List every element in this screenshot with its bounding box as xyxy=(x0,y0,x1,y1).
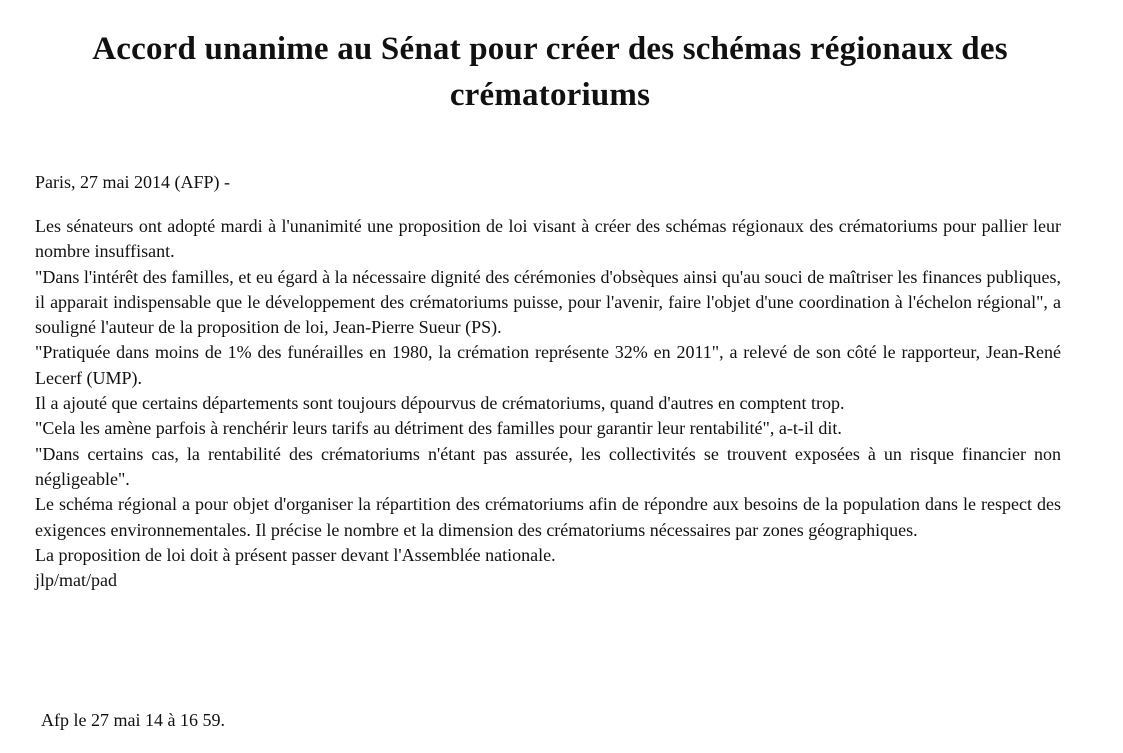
paragraph-tarifs: "Cela les amène parfois à renchérir leurs tarifs au détriment des familles pour garantir leur rentabilité", a-t-il dit. xyxy=(35,418,842,439)
paragraph-assemblee: La proposition de loi doit à présent passer devant l'Assemblée nationale. xyxy=(35,544,556,565)
article-title: Accord unanime au Sénat pour créer des schémas régionaux des crématoriums xyxy=(92,31,1008,113)
paragraph-risque: "Dans certains cas, la rentabilité des crématoriums n'étant pas assurée, les collectivités se trouvent exposées à un risque financier non négligeable". xyxy=(35,443,1061,489)
article-body xyxy=(35,214,1061,593)
paragraph-quote-sueur: "Dans l'intérêt des familles, et eu égard à la nécessaire dignité des cérémonies d'obsèques ainsi qu'au souci de maîtriser les finances publiques, il apparait indispensable que le développement des crématoriums puisse, pour l'avenir, faire l'objet d'une coordination à l'échelon régional", a souligné l'auteur de la proposition de loi, Jean-Pierre Sueur (PS). xyxy=(35,266,1061,338)
paragraph-intro: Les sénateurs ont adopté mardi à l'unanimité une proposition de loi visant à créer des schémas régionaux des crématoriums pour pallier leur nombre insuffisant. xyxy=(35,216,1061,262)
dateline: Paris, 27 mai 2014 (AFP) - xyxy=(35,172,230,192)
paragraph-quote-lecerf: "Pratiquée dans moins de 1% des funérailles en 1980, la crémation représente 32% en 2011", a relevé de son côté le rapporteur, Jean-René Lecerf (UMP). xyxy=(35,342,1061,388)
signoff: Afp le 27 mai 14 à 16 59. xyxy=(41,710,225,730)
paragraph-departements: Il a ajouté que certains départements sont toujours dépourvus de crématoriums, quand d'autres en comptent trop. xyxy=(35,393,845,414)
paragraph-schema: Le schéma régional a pour objet d'organiser la répartition des crématoriums afin de répondre aux besoins de la population dans le respect des exigences environnementales. Il précise le nombre et la dimension des crématoriums nécessaires par zones géographiques. xyxy=(35,494,1061,540)
paragraph-initials: jlp/mat/pad xyxy=(35,570,117,591)
